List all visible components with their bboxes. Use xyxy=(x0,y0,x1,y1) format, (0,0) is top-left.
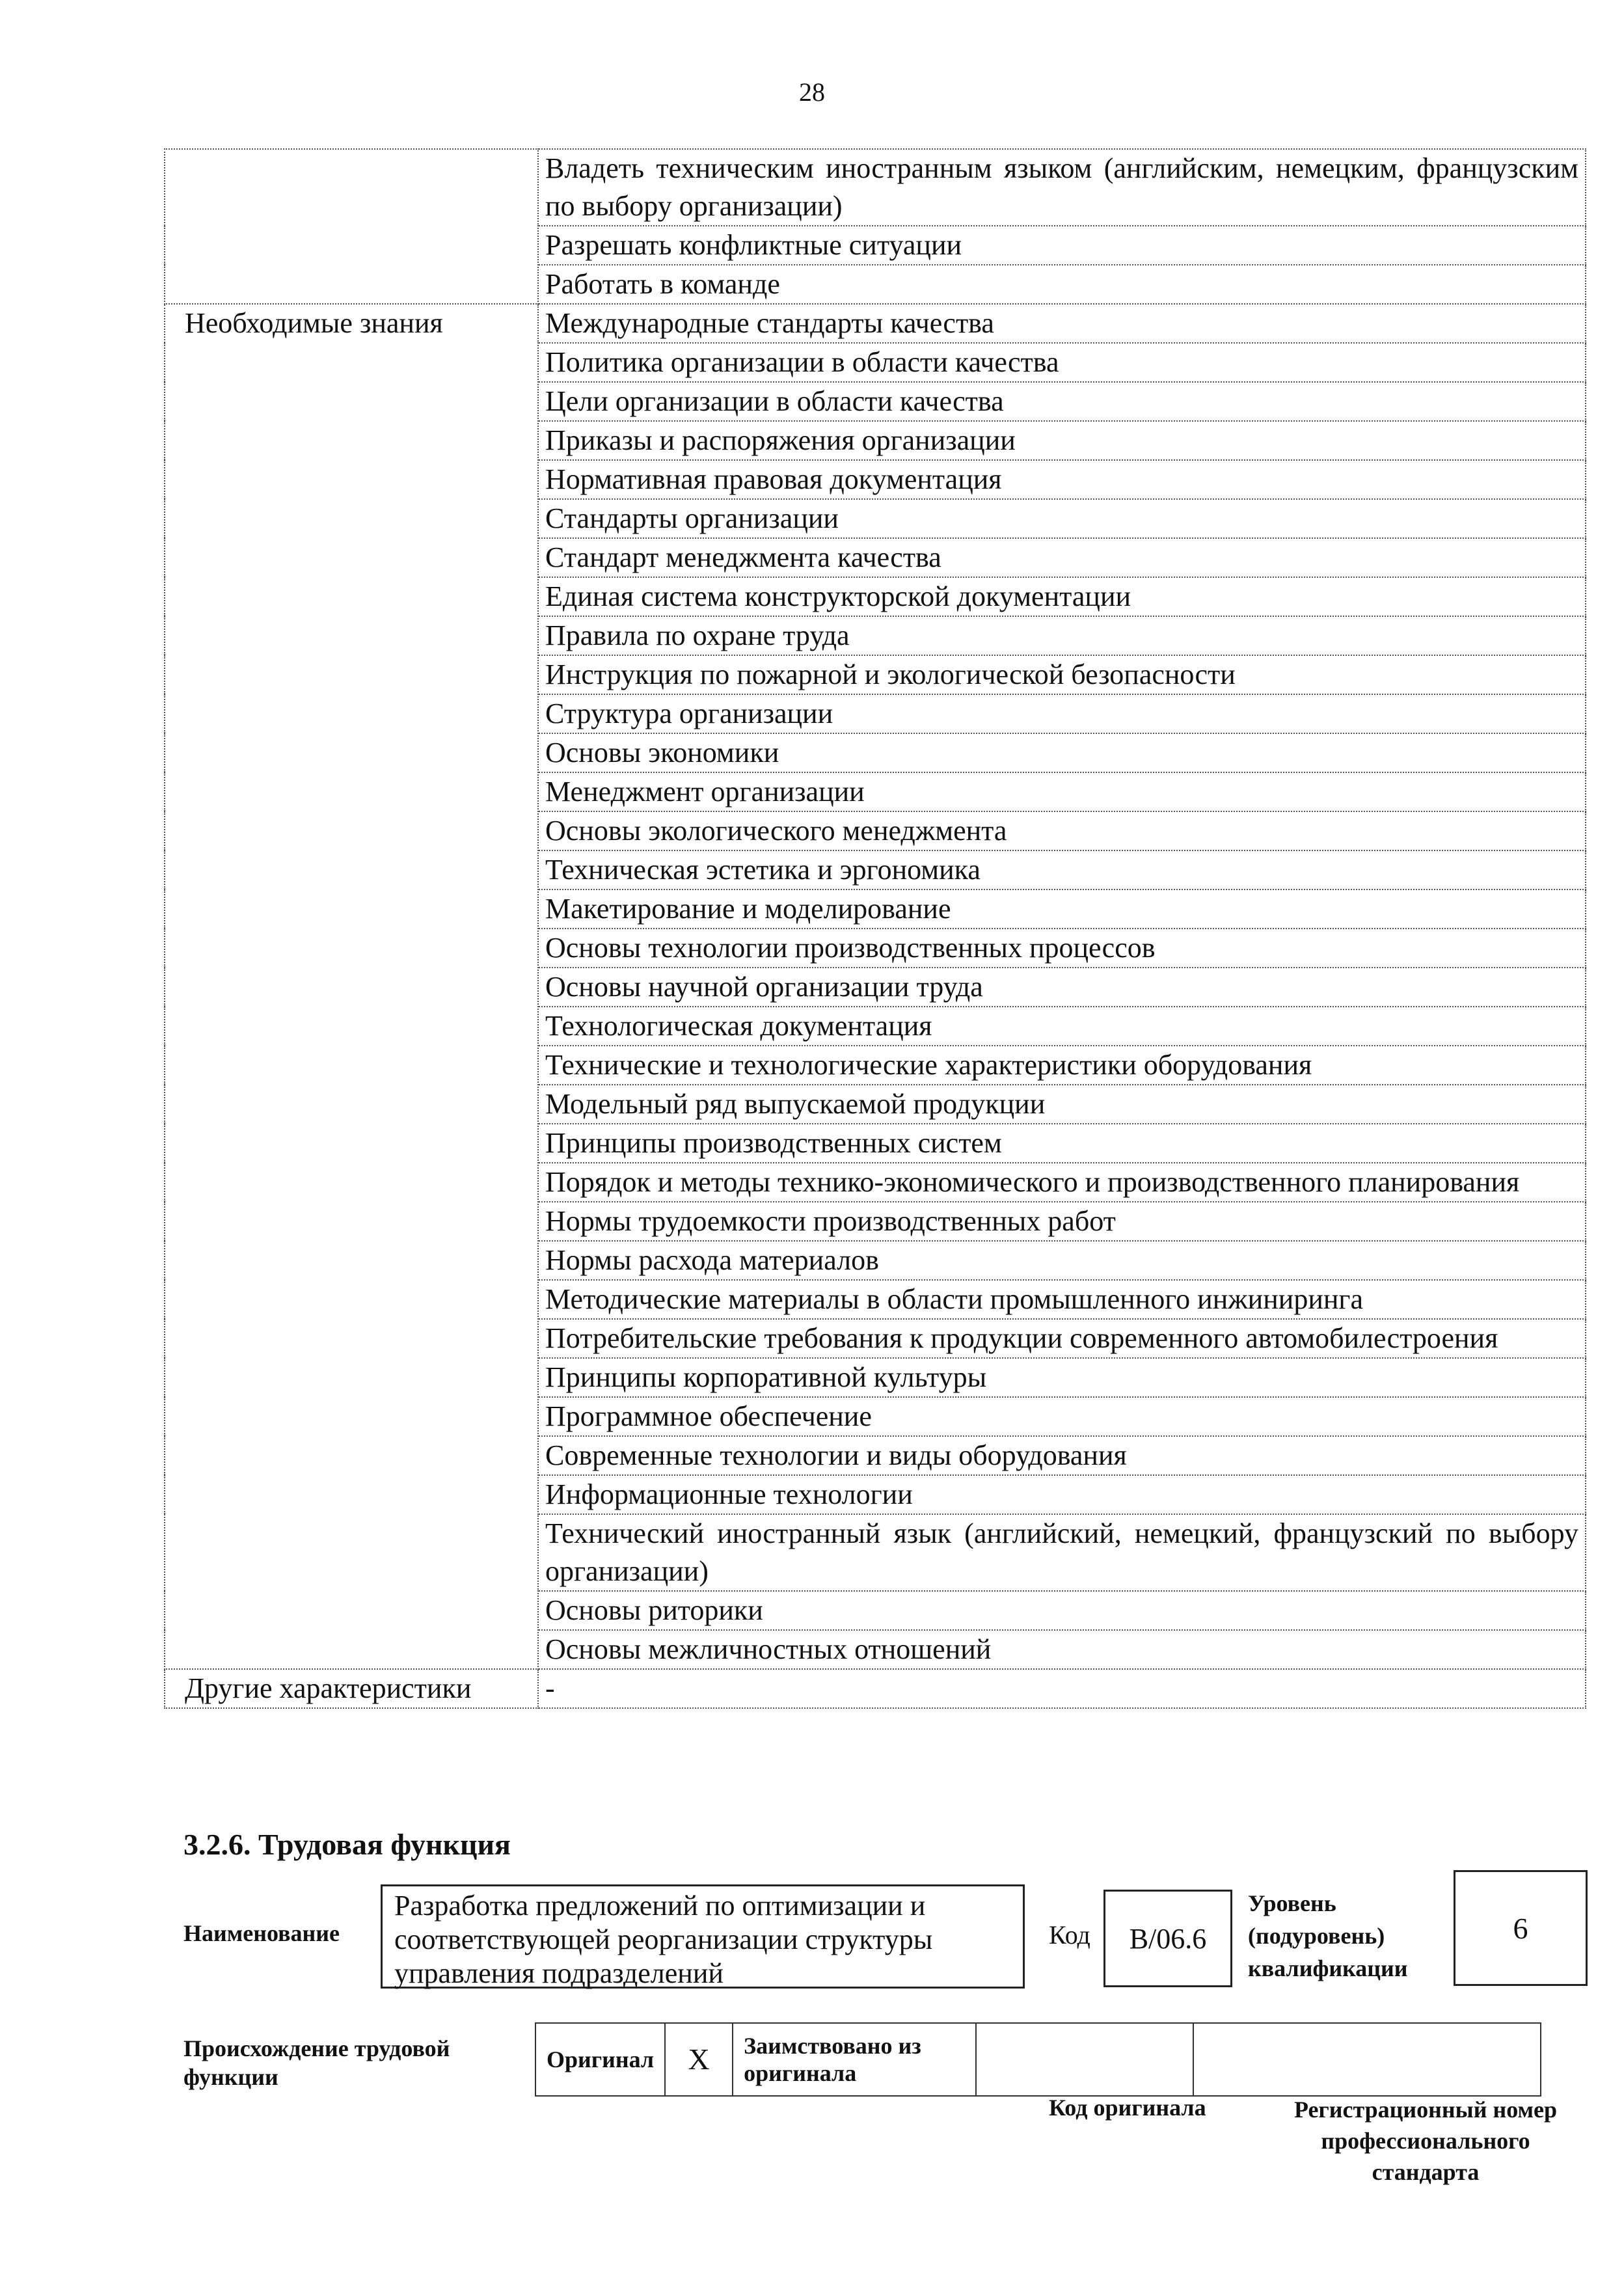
table-cell-value: Международные стандарты качества xyxy=(538,304,1586,343)
table-cell-value: Основы риторики xyxy=(538,1591,1586,1630)
table-cell-value: Владеть техническим иностранным языком (английским, немецким, французским по выбору организации) xyxy=(538,149,1586,226)
table-cell-value: Основы технологии производственных процессов xyxy=(538,929,1586,968)
origin-original-label: Оригинал xyxy=(535,2023,665,2096)
origin-original-mark: X xyxy=(665,2023,733,2096)
table-cell-value: Разрешать конфликтные ситуации xyxy=(538,226,1586,265)
table-cell-value: Менеджмент организации xyxy=(538,772,1586,811)
table-cell-value: Основы научной организации труда xyxy=(538,968,1586,1007)
section-title: 3.2.6. Трудовая функция xyxy=(183,1828,511,1861)
table-cell-value: Принципы производственных систем xyxy=(538,1124,1586,1163)
knowledge-label-cell: Необходимые знания xyxy=(165,304,538,1669)
code-label: Код xyxy=(1049,1920,1090,1949)
table-cell-value: Модельный ряд выпускаемой продукции xyxy=(538,1085,1586,1124)
table-cell-value: Единая система конструкторской документации xyxy=(538,577,1586,616)
table-cell-value: Информационные технологии xyxy=(538,1475,1586,1514)
table-cell-value: Политика организации в области качества xyxy=(538,343,1586,382)
table-cell-value: Принципы корпоративной культуры xyxy=(538,1358,1586,1397)
skill-row xyxy=(165,149,1586,226)
level-label-line-3: квалификации xyxy=(1248,1955,1408,1981)
knowledge-table xyxy=(164,148,1586,1709)
table-cell-value: Методические материалы в области промышленного инжиниринга xyxy=(538,1280,1586,1319)
level-value-box: 6 xyxy=(1454,1870,1588,1986)
table-cell-value: Технические и технологические характеристики оборудования xyxy=(538,1046,1586,1085)
code-value-box: B/06.6 xyxy=(1103,1890,1232,1987)
origin-borrowed-label: Заимствовано из оригинала xyxy=(733,2023,976,2096)
table-cell-value: Работать в команде xyxy=(538,265,1586,304)
table-cell-value: Техническая эстетика и эргономика xyxy=(538,850,1586,890)
knowledge-row xyxy=(165,304,1586,343)
other-characteristics-value: - xyxy=(538,1669,1586,1708)
reg-number-label: Регистрационный номер профессионального стандарта xyxy=(1293,2097,1558,2185)
table-cell-value: Потребительские требования к продукции современного автомобилестроения xyxy=(538,1319,1586,1358)
table-cell-value: Современные технологии и виды оборудования xyxy=(538,1436,1586,1475)
table-cell-value: Нормы трудоемкости производственных работ xyxy=(538,1202,1586,1241)
table-cell-value: Макетирование и моделирование xyxy=(538,890,1586,929)
origin-table xyxy=(535,2022,1541,2097)
table-cell-value: Правила по охране труда xyxy=(538,616,1586,655)
other-characteristics-row xyxy=(165,1669,1586,1708)
page-number: 28 xyxy=(799,77,825,107)
level-label-line-2: (подуровень) xyxy=(1248,1923,1385,1949)
skills-label-cell xyxy=(165,149,538,304)
level-label-line-1: Уровень xyxy=(1248,1890,1336,1916)
table-cell-value: Структура организации xyxy=(538,694,1586,733)
table-cell-value: Программное обеспечение xyxy=(538,1397,1586,1436)
table-cell-value: Инструкция по пожарной и экологической безопасности xyxy=(538,655,1586,694)
code-original-label: Код оригинала xyxy=(1049,2095,1206,2121)
table-cell-value: Основы экологического менеджмента xyxy=(538,811,1586,850)
table-cell-value: Стандарт менеджмента качества xyxy=(538,538,1586,577)
origin-label: Происхождение трудовой функции xyxy=(183,2035,450,2090)
table-cell-value: Нормативная правовая документация xyxy=(538,460,1586,499)
table-cell-value: Приказы и распоряжения организации xyxy=(538,421,1586,460)
origin-code-cell xyxy=(976,2023,1193,2096)
table-cell-value: Технологическая документация xyxy=(538,1007,1586,1046)
table-cell-value: Цели организации в области качества xyxy=(538,382,1586,421)
knowledge-table-body xyxy=(165,149,1586,1708)
table-cell-value: Основы экономики xyxy=(538,733,1586,772)
table-cell-value: Технический иностранный язык (английский, немецкий, французский по выбору организации) xyxy=(538,1514,1586,1591)
name-label: Наименование xyxy=(183,1920,340,1946)
table-cell-value: Стандарты организации xyxy=(538,499,1586,538)
level-label xyxy=(1248,1887,1408,1985)
table-cell-value: Порядок и методы технико-экономического и производственного планирования xyxy=(538,1163,1586,1202)
table-cell-value: Основы межличностных отношений xyxy=(538,1630,1586,1669)
table-cell-value: Нормы расхода материалов xyxy=(538,1241,1586,1280)
other-characteristics-label: Другие характеристики xyxy=(165,1669,538,1708)
function-name-box: Разработка предложений по оптимизации и соответствующей реорганизации структуры управления подразделений xyxy=(381,1884,1025,1989)
origin-reg-cell xyxy=(1193,2023,1541,2096)
